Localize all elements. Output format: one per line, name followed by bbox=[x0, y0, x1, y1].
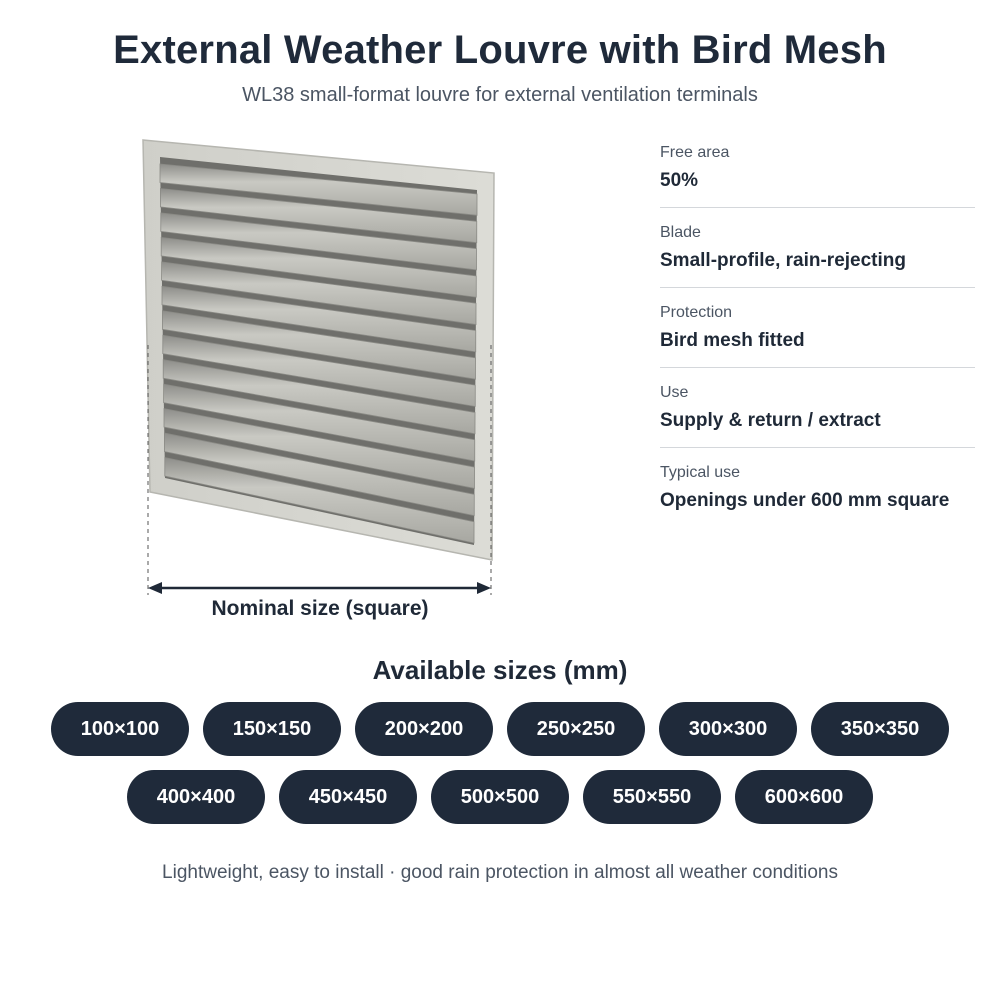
spec-label: Typical use bbox=[660, 464, 741, 481]
spec-value: Small-profile, rain-rejecting bbox=[660, 250, 906, 271]
spec-label: Blade bbox=[660, 224, 701, 241]
spec-list bbox=[660, 144, 975, 543]
size-chip[interactable]: 450×450 bbox=[279, 770, 417, 824]
page-title: External Weather Louvre with Bird Mesh bbox=[113, 28, 887, 72]
size-chip[interactable]: 250×250 bbox=[507, 702, 645, 756]
sizes-title: Available sizes (mm) bbox=[372, 655, 628, 685]
footer-note: Lightweight, easy to install · good rain protection in almost all weather conditions bbox=[162, 862, 838, 883]
dimension-label: Nominal size (square) bbox=[211, 597, 429, 620]
spec-value: 50% bbox=[660, 170, 699, 191]
spec-value: Openings under 600 mm square bbox=[660, 490, 950, 511]
spec-label: Protection bbox=[660, 304, 733, 321]
size-chip-list bbox=[40, 702, 960, 824]
dimension-arrowhead-left bbox=[148, 582, 162, 594]
size-chip[interactable]: 200×200 bbox=[355, 702, 493, 756]
size-chip[interactable]: 150×150 bbox=[203, 702, 341, 756]
size-chip[interactable]: 550×550 bbox=[583, 770, 721, 824]
size-chip[interactable]: 100×100 bbox=[51, 702, 189, 756]
spec-protection bbox=[660, 304, 975, 368]
size-chip[interactable]: 300×300 bbox=[659, 702, 797, 756]
size-chip[interactable]: 500×500 bbox=[431, 770, 569, 824]
louvre-illustration bbox=[130, 130, 510, 600]
size-chip[interactable]: 600×600 bbox=[735, 770, 873, 824]
spec-value: Supply & return / extract bbox=[660, 410, 881, 431]
size-chip[interactable]: 350×350 bbox=[811, 702, 949, 756]
dimension-arrowhead-right bbox=[477, 582, 491, 594]
spec-value: Bird mesh fitted bbox=[660, 330, 805, 351]
spec-label: Use bbox=[660, 384, 689, 401]
page-subtitle: WL38 small-format louvre for external ventilation terminals bbox=[242, 84, 758, 106]
louvre-product-image bbox=[130, 130, 510, 600]
size-chip[interactable]: 400×400 bbox=[127, 770, 265, 824]
spec-label: Free area bbox=[660, 144, 730, 161]
spec-use bbox=[660, 384, 975, 448]
spec-free-area bbox=[660, 144, 975, 208]
spec-typical-use bbox=[660, 464, 975, 527]
spec-blade bbox=[660, 224, 975, 288]
